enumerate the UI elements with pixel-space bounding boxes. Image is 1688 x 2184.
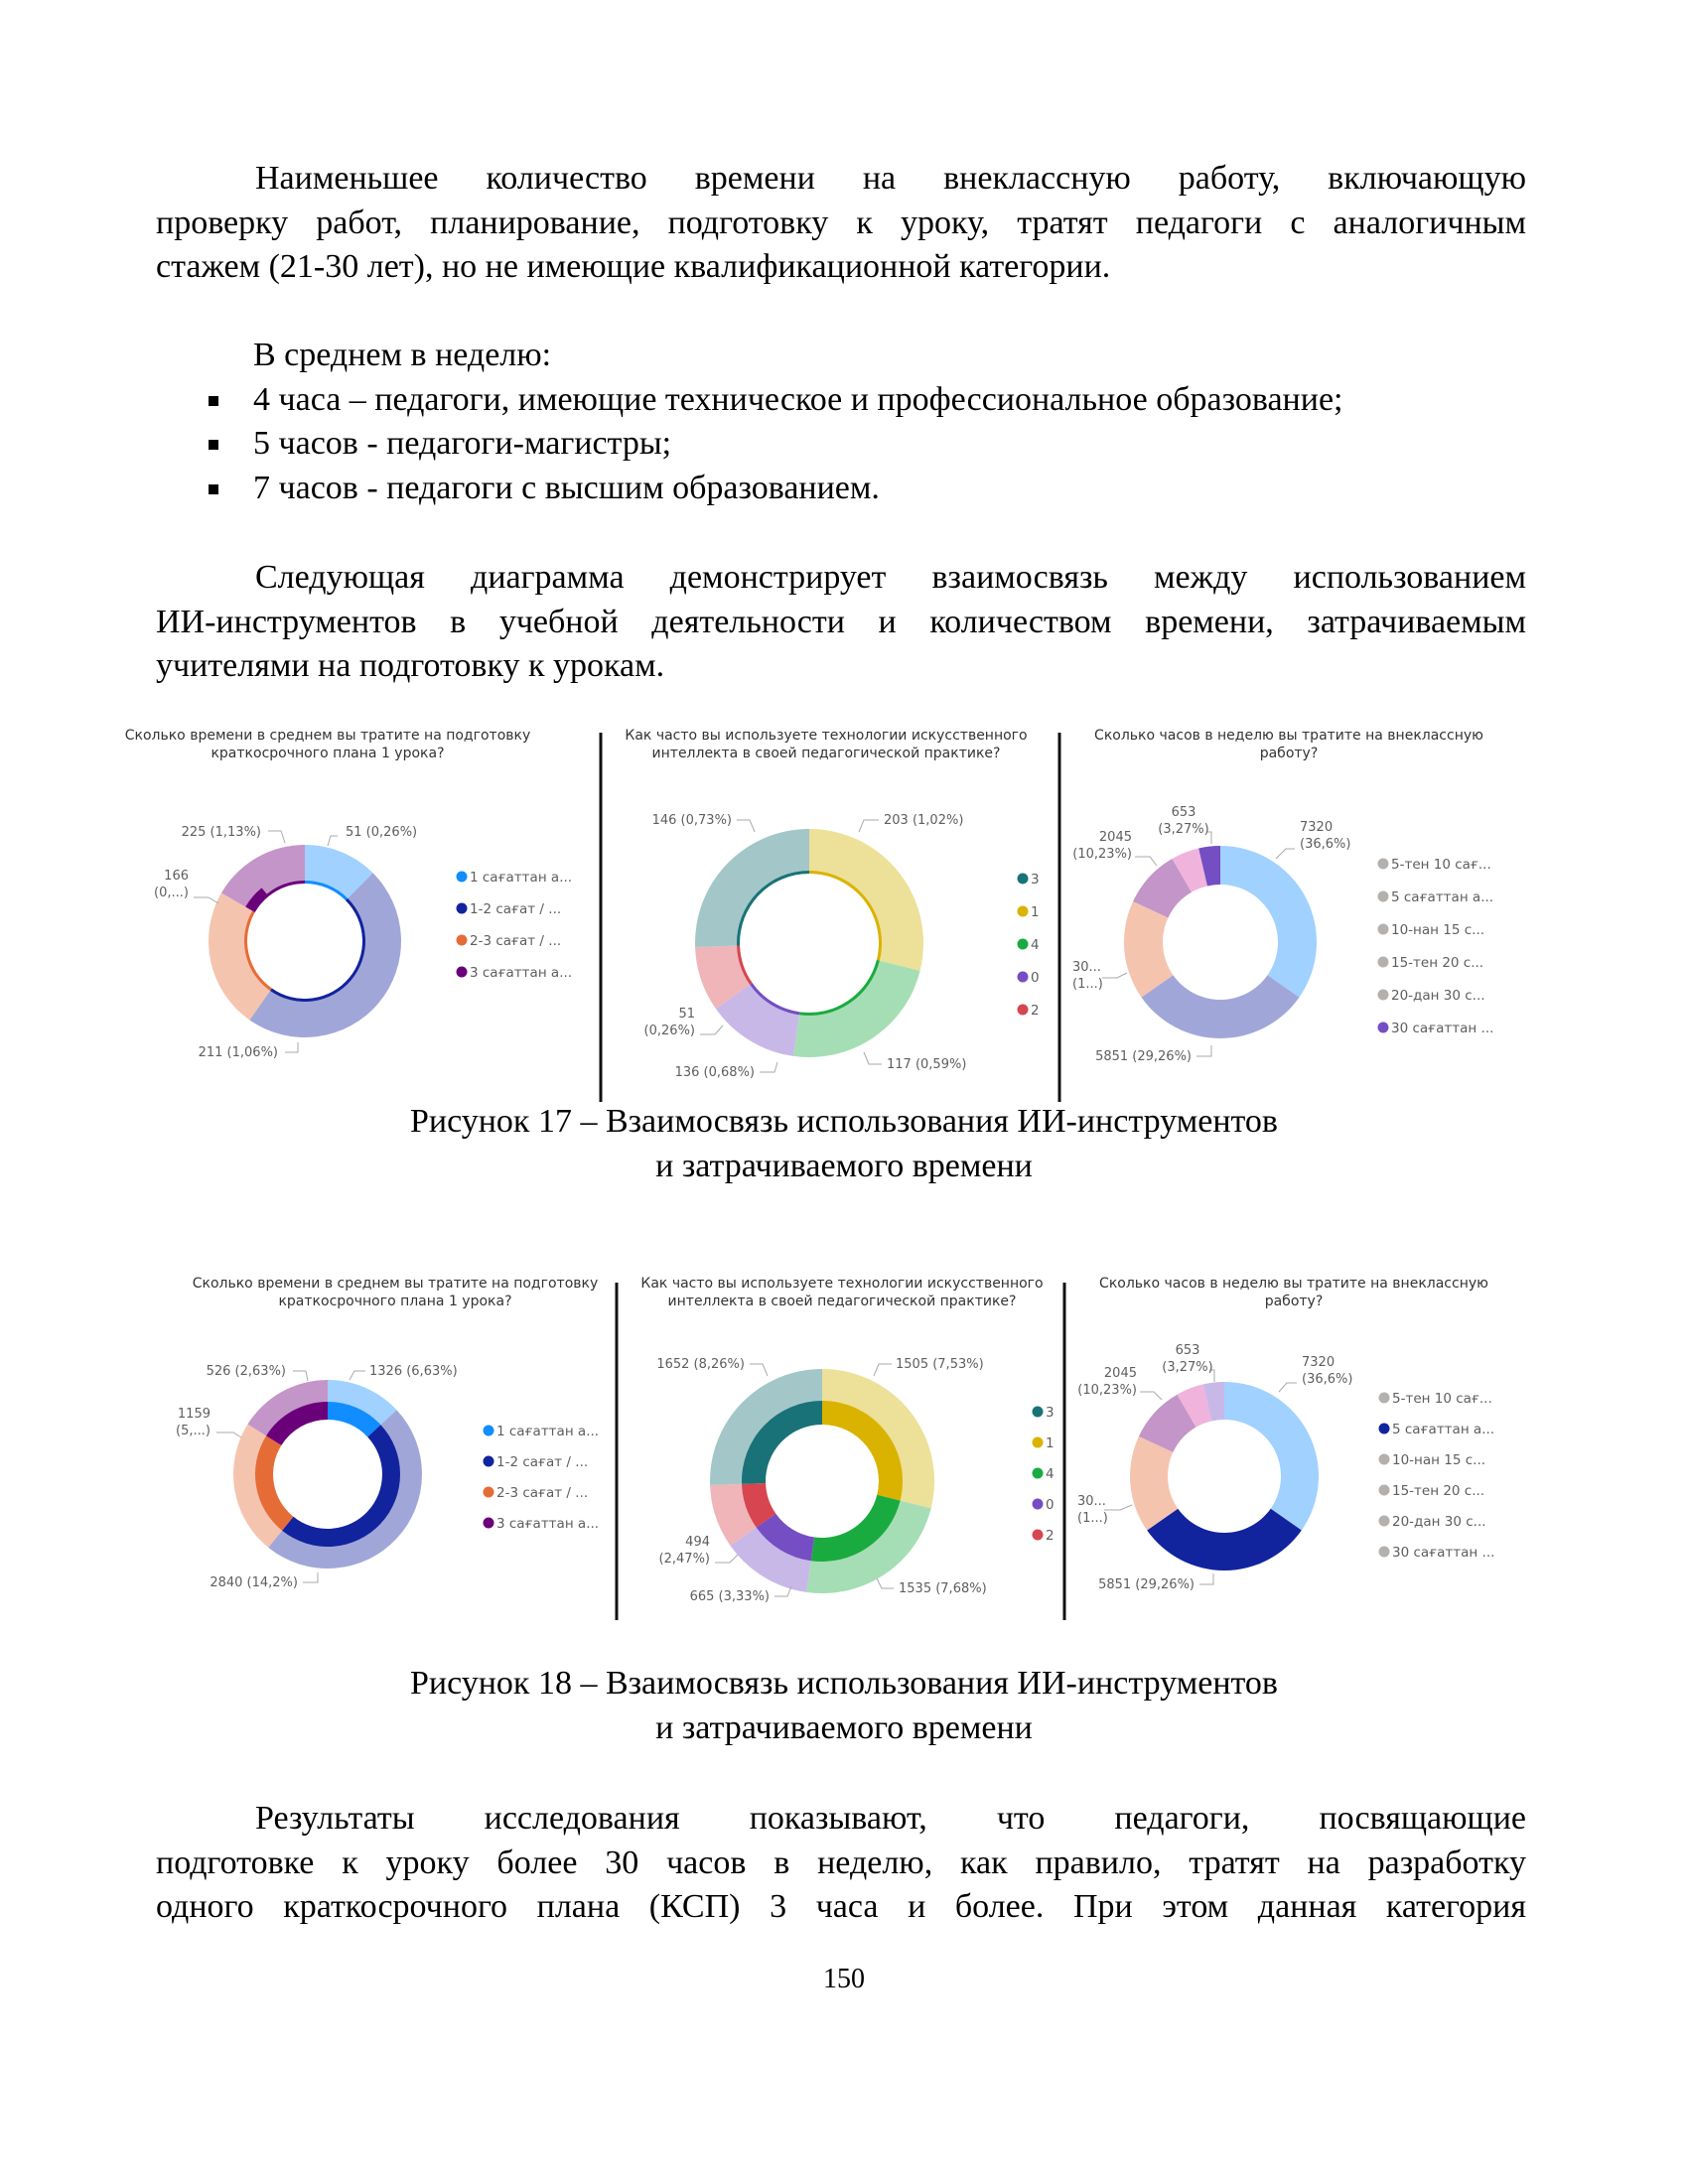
leader-line xyxy=(1102,973,1127,978)
legend-item[interactable]: 5 сағаттан а... xyxy=(1391,889,1494,905)
paragraph-line: проверку работ, планирование, подготовку к уроку, тратят педагоги с аналогичным xyxy=(156,204,1526,241)
legend-item[interactable]: 1 сағаттан а... xyxy=(470,870,573,886)
paragraph-line: стажем (21-30 лет), но не имеющие квалификационной категории. xyxy=(156,248,1111,285)
paragraph-line: подготовке к уроку более 30 часов в неделю, как правило, тратят на разработку xyxy=(156,1843,1526,1881)
figure-17-caption xyxy=(0,1100,1688,1188)
donut-chart-3 xyxy=(1072,728,1493,1064)
data-label: 1159 xyxy=(177,1407,211,1422)
donut-slice[interactable] xyxy=(209,893,272,1021)
legend-marker-icon xyxy=(1018,939,1029,950)
data-label: 2045 xyxy=(1098,830,1132,845)
chart-title: Как часто вы используете технологии искусственного xyxy=(625,728,1028,744)
paragraph-3 xyxy=(156,1797,1526,1930)
legend-marker-icon xyxy=(1378,891,1389,902)
legend-item[interactable]: 1 xyxy=(1046,1435,1055,1451)
legend-item[interactable]: 15-тен 20 с... xyxy=(1391,955,1484,971)
leader-line xyxy=(864,1052,882,1064)
data-label: 146 (0,73%) xyxy=(651,813,732,828)
legend-marker-icon xyxy=(1018,874,1029,885)
data-label: 7320 xyxy=(1302,1355,1336,1370)
chart-title: интеллекта в своей педагогической практике? xyxy=(667,1294,1017,1309)
legend-item[interactable]: 20-дан 30 с... xyxy=(1391,988,1485,1004)
bullet-square-icon xyxy=(209,440,218,450)
list-item-text: 4 часа – педагоги, имеющие техническое и профессиональное образование; xyxy=(253,380,1343,418)
data-label: 1652 (8,26%) xyxy=(656,1357,745,1372)
data-label: (1...) xyxy=(1077,1511,1108,1526)
donut-slice[interactable] xyxy=(1142,975,1300,1038)
legend-marker-icon xyxy=(1033,1499,1044,1510)
legend-item[interactable]: 2 xyxy=(1046,1528,1055,1544)
data-label: 1326 (6,63%) xyxy=(369,1364,458,1379)
leader-line xyxy=(303,1572,318,1582)
data-label: (36,6%) xyxy=(1302,1372,1353,1387)
data-label: 211 (1,06%) xyxy=(198,1045,278,1060)
legend-item[interactable]: 15-тен 20 с... xyxy=(1392,1483,1485,1499)
bullet-list xyxy=(156,334,1342,510)
chart-title: работу? xyxy=(1264,1294,1324,1309)
leader-line xyxy=(700,1025,723,1034)
legend-marker-icon xyxy=(457,967,468,978)
data-label: (2,47%) xyxy=(658,1552,710,1567)
data-label: 526 (2,63%) xyxy=(206,1364,286,1379)
list-item-text: 7 часов - педагоги с высшим образованием. xyxy=(253,469,880,506)
legend-marker-icon xyxy=(1379,1454,1390,1465)
data-label: 5851 (29,26%) xyxy=(1095,1049,1192,1064)
donut-slice[interactable] xyxy=(1224,1382,1319,1530)
list-item-text: 5 часов - педагоги-магистры; xyxy=(253,425,672,462)
legend-marker-icon xyxy=(457,903,468,914)
legend-item[interactable]: 20-дан 30 с... xyxy=(1392,1514,1486,1530)
legend-item[interactable]: 1-2 сағат / ... xyxy=(496,1454,589,1470)
legend-marker-icon xyxy=(1378,859,1389,870)
caption-line: и затрачиваемого времени xyxy=(655,1147,1033,1184)
donut-slice[interactable] xyxy=(268,1410,422,1569)
data-label: 5851 (29,26%) xyxy=(1098,1577,1195,1592)
bullet-square-icon xyxy=(209,396,218,406)
data-label: (3,27%) xyxy=(1162,1360,1213,1375)
list-item xyxy=(156,422,1342,467)
list-intro-text: В среднем в неделю: xyxy=(253,337,552,373)
figure-17-charts xyxy=(0,720,1688,1107)
leader-line xyxy=(268,831,285,843)
data-label: 30... xyxy=(1077,1494,1106,1509)
data-label: 2045 xyxy=(1103,1366,1137,1381)
chart-title: Сколько времени в среднем вы тратите на подготовку xyxy=(124,728,531,744)
data-label: (5,...) xyxy=(176,1424,211,1438)
list-intro xyxy=(156,334,1342,378)
leader-line xyxy=(760,1062,777,1072)
caption-line: и затрачиваемого времени xyxy=(655,1708,1033,1746)
data-label: (3,27%) xyxy=(1158,822,1209,837)
data-label: (10,23%) xyxy=(1072,847,1132,862)
legend-item[interactable]: 3 xyxy=(1031,872,1040,887)
legend-marker-icon xyxy=(1033,1437,1044,1448)
legend-marker-icon xyxy=(484,1456,494,1467)
data-label: 30... xyxy=(1072,960,1101,975)
data-label: 225 (1,13%) xyxy=(181,825,261,840)
legend-item[interactable]: 4 xyxy=(1031,937,1040,953)
legend-marker-icon xyxy=(484,1426,494,1436)
paragraph-line: учителями на подготовку к урокам. xyxy=(156,647,665,684)
donut-slice[interactable] xyxy=(249,873,401,1037)
legend-item[interactable]: 2-3 сағат / ... xyxy=(496,1485,589,1501)
legend-marker-icon xyxy=(1379,1547,1390,1558)
leader-line xyxy=(877,1578,894,1588)
legend-marker-icon xyxy=(1379,1393,1390,1404)
leader-line xyxy=(1104,1505,1132,1510)
paragraph-line: Результаты исследования показывают, что педагоги, посвящающие xyxy=(255,1800,1526,1837)
data-label: 2840 (14,2%) xyxy=(210,1575,298,1590)
data-label: (1...) xyxy=(1072,977,1103,992)
donut-chart-6 xyxy=(1077,1276,1494,1592)
caption-line: Рисунок 18 – Взаимосвязь использования ИИ-инструментов xyxy=(409,1665,1278,1702)
data-label: 136 (0,68%) xyxy=(674,1065,755,1080)
data-label: 1505 (7,53%) xyxy=(896,1357,984,1372)
legend-marker-icon xyxy=(1018,1005,1029,1016)
donut-chart-1 xyxy=(125,728,572,1060)
legend-item[interactable]: 5 сағаттан а... xyxy=(1392,1422,1495,1437)
legend-item[interactable]: 5-тен 10 сағ... xyxy=(1391,857,1491,873)
leader-line xyxy=(1199,1573,1213,1584)
legend-marker-icon xyxy=(457,935,468,946)
leader-line xyxy=(350,1371,365,1380)
legend-item[interactable]: 3 сағаттан а... xyxy=(470,965,573,981)
chart-title: работу? xyxy=(1259,746,1319,761)
leader-line xyxy=(293,1371,308,1381)
legend-item[interactable]: 5-тен 10 сағ... xyxy=(1392,1391,1492,1407)
legend-item[interactable]: 30 сағаттан ... xyxy=(1392,1545,1495,1561)
legend-item[interactable]: 0 xyxy=(1031,970,1040,986)
legend-marker-icon xyxy=(484,1518,494,1529)
leader-line xyxy=(1279,1383,1297,1392)
data-label: 7320 xyxy=(1300,820,1334,835)
chart-title: интеллекта в своей педагогической практике? xyxy=(651,746,1001,761)
data-label: 653 xyxy=(1175,1343,1200,1358)
legend-item[interactable]: 1 сағаттан а... xyxy=(496,1424,600,1439)
legend-marker-icon xyxy=(1378,1023,1389,1033)
caption-line: Рисунок 17 – Взаимосвязь использования ИИ-инструментов xyxy=(409,1103,1278,1140)
legend-marker-icon xyxy=(1378,924,1389,935)
legend-marker-icon xyxy=(1033,1407,1044,1418)
figure-18-caption xyxy=(0,1662,1688,1750)
legend-item[interactable]: 1-2 сағат / ... xyxy=(470,901,562,917)
legend-marker-icon xyxy=(1378,957,1389,968)
leader-line xyxy=(874,1364,892,1376)
legend-marker-icon xyxy=(1379,1516,1390,1527)
list-item xyxy=(156,378,1342,423)
leader-line xyxy=(1276,849,1295,859)
chart-title: Сколько часов в неделю вы тратите на внеклассную xyxy=(1099,1276,1488,1292)
leader-line xyxy=(328,836,338,846)
data-label: 494 xyxy=(685,1535,710,1550)
data-label: (0,26%) xyxy=(643,1024,695,1038)
data-label: 51 (0,26%) xyxy=(346,825,418,840)
donut-slice[interactable] xyxy=(1220,846,1317,998)
chart-title: Сколько часов в неделю вы тратите на внеклассную xyxy=(1094,728,1483,744)
leader-line xyxy=(1140,1392,1162,1400)
data-label: 653 xyxy=(1171,805,1196,820)
paragraph-line: одного краткосрочного плана (КСП) 3 часа и более. При этом данная категория xyxy=(156,1888,1526,1925)
leader-line xyxy=(715,1555,738,1563)
chart-title: краткосрочного плана 1 урока? xyxy=(278,1294,512,1309)
paragraph-line: ИИ-инструментов в учебной деятельности и количеством времени, затрачиваемым xyxy=(156,603,1526,640)
legend-marker-icon xyxy=(1033,1530,1044,1541)
leader-line xyxy=(1135,857,1157,866)
legend-item[interactable]: 3 xyxy=(1046,1405,1055,1421)
chart-title: Как часто вы используете технологии искусственного xyxy=(640,1276,1044,1292)
data-label: 665 (3,33%) xyxy=(689,1589,770,1604)
legend-marker-icon xyxy=(1379,1485,1390,1496)
paragraph-1 xyxy=(156,157,1526,290)
data-label: (10,23%) xyxy=(1077,1383,1137,1398)
legend-item[interactable]: 0 xyxy=(1046,1497,1055,1513)
leader-line xyxy=(194,897,218,903)
leader-line xyxy=(859,820,879,832)
legend-marker-icon xyxy=(484,1487,494,1498)
chart-title: краткосрочного плана 1 урока? xyxy=(211,746,445,761)
chart-title: Сколько времени в среднем вы тратите на подготовку xyxy=(192,1276,599,1292)
legend-marker-icon xyxy=(1033,1468,1044,1479)
legend-marker-icon xyxy=(1379,1424,1390,1434)
leader-line xyxy=(737,820,755,832)
legend-marker-icon xyxy=(1018,906,1029,917)
figure-18-charts xyxy=(0,1266,1688,1628)
donut-chart-5 xyxy=(640,1276,1054,1604)
leader-line xyxy=(750,1364,768,1376)
legend-item[interactable]: 10-нан 15 с... xyxy=(1392,1452,1486,1468)
legend-item[interactable]: 2-3 сағат / ... xyxy=(470,933,562,949)
bullet-square-icon xyxy=(209,484,218,494)
data-label: 1535 (7,68%) xyxy=(899,1581,987,1596)
donut-chart-2 xyxy=(625,728,1039,1080)
legend-item[interactable]: 10-нан 15 с... xyxy=(1391,922,1485,938)
list-item xyxy=(156,467,1342,511)
data-label: (0,...) xyxy=(154,886,189,900)
donut-slice[interactable] xyxy=(695,829,809,947)
legend-item[interactable]: 1 xyxy=(1031,904,1040,920)
paragraph-2 xyxy=(156,556,1526,689)
legend-item[interactable]: 30 сағаттан ... xyxy=(1391,1021,1494,1036)
legend-marker-icon xyxy=(1378,990,1389,1001)
data-label: (36,6%) xyxy=(1300,837,1351,852)
data-label: 203 (1,02%) xyxy=(884,813,964,828)
data-label: 166 xyxy=(164,869,189,884)
legend-marker-icon xyxy=(457,872,468,883)
legend-item[interactable]: 2 xyxy=(1031,1003,1040,1019)
legend-item[interactable]: 4 xyxy=(1046,1466,1055,1482)
page-number: 150 xyxy=(823,1964,865,1994)
donut-slice[interactable] xyxy=(793,960,920,1057)
data-label: 51 xyxy=(678,1007,695,1022)
legend-marker-icon xyxy=(1018,972,1029,983)
leader-line xyxy=(1196,1045,1211,1056)
legend-item[interactable]: 3 сағаттан а... xyxy=(496,1516,600,1532)
donut-slice[interactable] xyxy=(1147,1509,1302,1570)
donut-chart-4 xyxy=(176,1276,599,1590)
leader-line xyxy=(285,1042,298,1052)
data-label: 117 (0,59%) xyxy=(887,1057,967,1072)
paragraph-line: Наименьшее количество времени на внеклассную работу, включающую xyxy=(255,160,1526,197)
paragraph-line: Следующая диаграмма демонстрирует взаимосвязь между использованием xyxy=(255,559,1526,596)
leader-line xyxy=(216,1433,241,1437)
